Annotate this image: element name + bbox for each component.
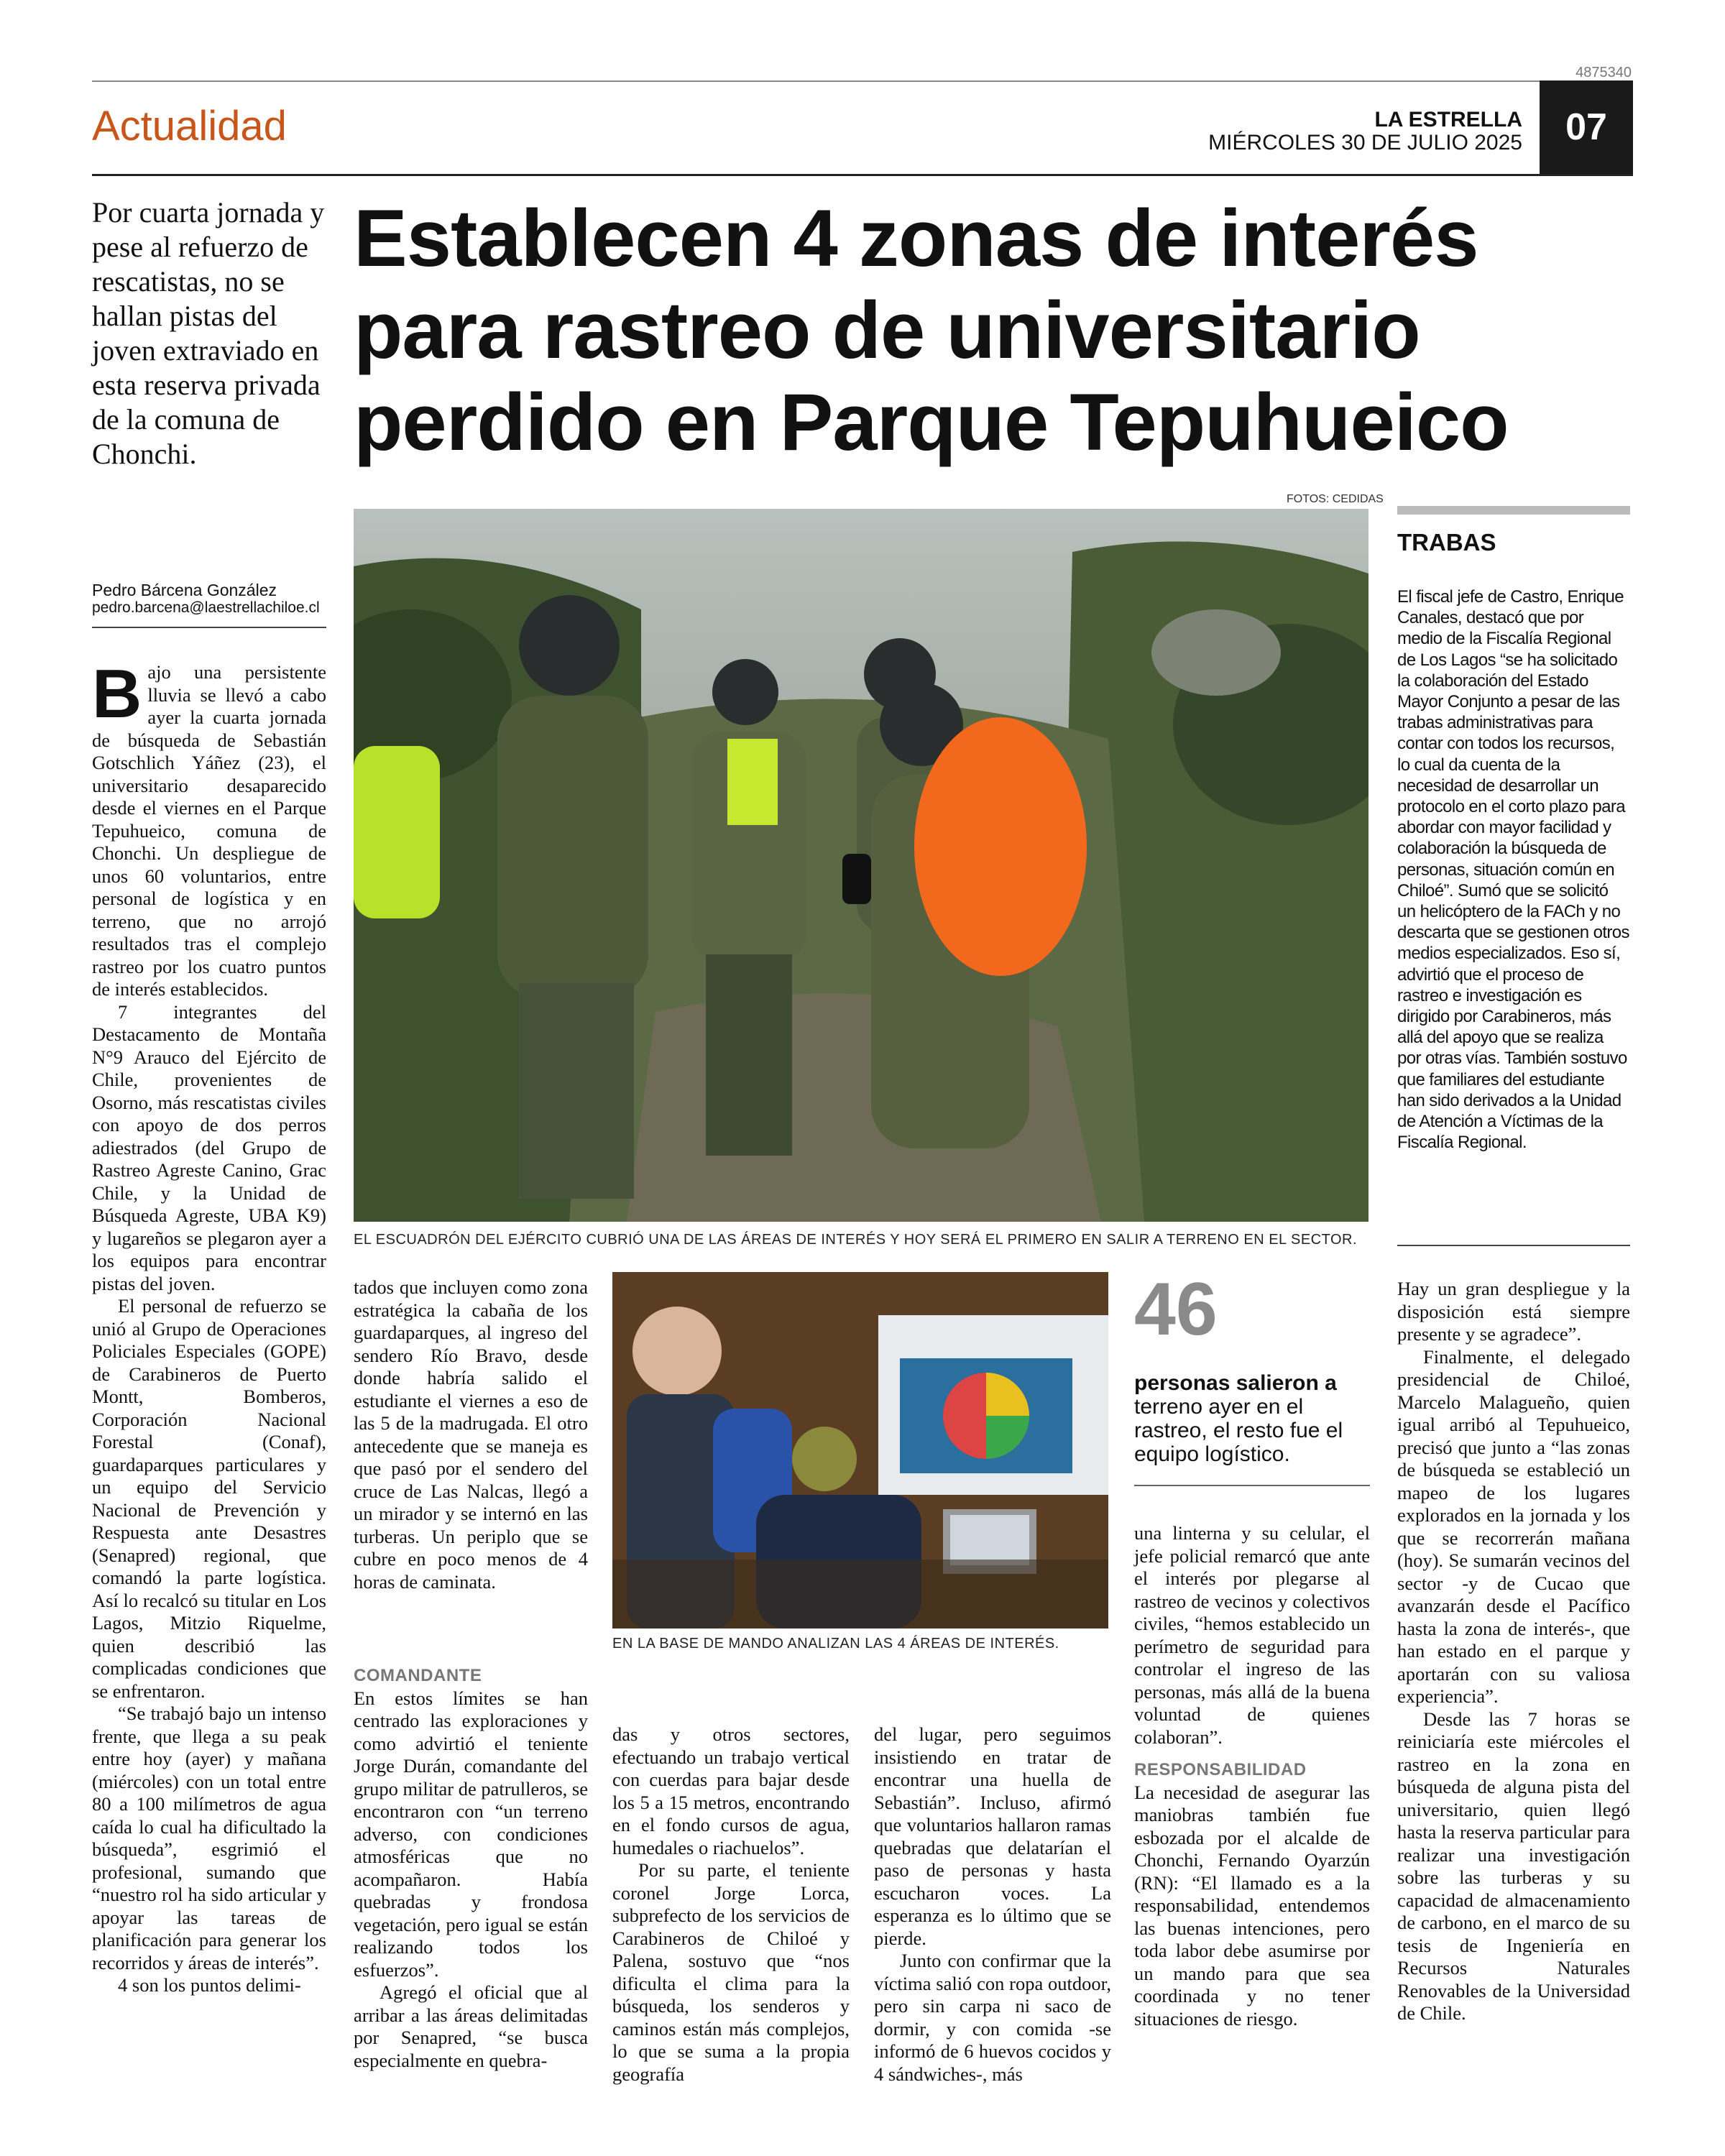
sidebar-bar bbox=[1397, 506, 1630, 515]
sidebar-rule bbox=[1397, 1245, 1630, 1246]
paragraph: En estos límites se han centrado las exploraciones y como advirtió el teniente Jorge Durán, comandante del grupo militar de patrulleros, se encontraron con “un terreno adverso, con condiciones atmosféricas que no acompañaron. Había quebradas y frondosa vegetación, pero igual se están realizando todos los esfuerzos”. bbox=[354, 1687, 589, 1981]
paragraph: “Se trabajó bajo un intenso frente, que llega a su peak entre hoy (ayer) y mañana (miércoles) con un total entre 80 a 100 milímetros de agua caída lo cual ha dificultado la búsqueda”, esgrimió el profesional, sumando que “nuestro rol ha sido articular y apoyar las tareas de planificación para generar los recorridos y áreas de interés”. bbox=[92, 1703, 326, 1973]
article-column-2 bbox=[354, 1664, 588, 2072]
byline-rule bbox=[92, 627, 326, 628]
paragraph: del lugar, pero seguimos insistiendo en tratar de encontrar una huella de Sebastián”. Incluso, afirmó que voluntarios hallaron ramas quebradas que delatarían el paso de personas y hasta escucharon voces. La esperanza es lo último que se pierde. bbox=[874, 1723, 1111, 1949]
paragraph: una linterna y su celular, el jefe policial remarcó que ante el interés por plegarse al rastreo de vecinos y colectivos civiles, “hemos establecido un perímetro de seguridad para controlar el ingreso de las personas, más allá de la buena voluntad de quienes colaboran”. bbox=[1134, 1522, 1370, 1748]
paragraph: 7 integrantes del Destacamento de Montaña N°9 Arauco del Ejército de Chile, provenientes de Osorno, más rescatistas civiles con apoyo de dos perros adiestrados (del Grupo de Rastreo Agreste Canino, Grac Chile, y la Unidad de Búsqueda Agreste, UBA K9) y lugareños se plegaron ayer a los equipos para encontrar pistas del joven. bbox=[92, 1000, 326, 1294]
article-column-2-top bbox=[354, 1276, 588, 1593]
article-column-5 bbox=[1134, 1522, 1370, 2030]
paragraph: Agregó el oficial que al arribar a las áreas delimitadas por Senapred, “se busca especialmente en quebra- bbox=[354, 1981, 588, 2071]
article-column-3 bbox=[612, 1723, 850, 2086]
stat-lead: personas salieron a bbox=[1134, 1371, 1337, 1395]
photo-caption: EL ESCUADRÓN DEL EJÉRCITO CUBRIÓ UNA DE LAS ÁREAS DE INTERÉS Y HOY SERÁ EL PRIMERO EN SALIR A TERRENO EN EL SECTOR. bbox=[354, 1232, 1358, 1248]
paragraph: Junto con confirmar que la víctima salió con ropa outdoor, pero sin carpa ni saco de dormir, y con comida -se informó de 6 huevos cocidos y 4 sándwiches-, más bbox=[874, 1950, 1111, 2085]
issue-date: MIÉRCOLES 30 DE JULIO 2025 bbox=[1208, 131, 1522, 155]
section-label: Actualidad bbox=[92, 103, 287, 149]
paragraph: ajo una persistente lluvia se llevó a cabo ayer la cuarta jornada de búsqueda de Sebastián Gotschlich Yáñez (23), el universitario desaparecido desde el viernes en el Parque Tepuhueico, comuna de Chonchi. Un despliegue de unos 60 voluntarios, entre personal de logística y en terreno, que no arrojó resultados tras el complejo rastreo por los cuatro puntos de interés establecidos. bbox=[92, 661, 326, 1000]
paragraph: das y otros sectores, efectuando un trabajo vertical con cuerdas para bajar desde los 5 a 15 metros, encontrando en el fondo cursos de agua, humedales o riachuelos”. bbox=[612, 1723, 850, 1858]
page-code: 4875340 bbox=[1576, 65, 1632, 80]
sidebar-text: El fiscal jefe de Castro, Enrique Canales, destacó que por medio de la Fiscalía Regional de Los Lagos “se ha solicitado la colaboración del Estado Mayor Conjunto a pesar de las trabas administrativas para contar con todos los recursos, lo cual da cuenta de la necesidad de desarrollar un protocolo en el corto plazo para abordar con mayor facilidad y colaboración la búsqueda de personas, situación común en Chiloé”. Sumó que se solicitó un helicóptero de la FACh y no descarta que se gestionen otros medios especializados. Eso sí, advirtió que el proceso de rastreo e investigación es dirigido por Carabineros, más allá del apoyo que se realiza por otras vías. También sostuvo que familiares del estudiante han sido derivados a la Unidad de Atención a Víctimas de la Fiscalía Regional. bbox=[1397, 587, 1629, 1153]
main-photo bbox=[354, 509, 1368, 1222]
dropcap: B bbox=[92, 655, 142, 732]
stat-text bbox=[1134, 1371, 1379, 1466]
soldiers-in-forest-illustration bbox=[354, 509, 1368, 1222]
stat-rule bbox=[1134, 1485, 1370, 1486]
article-kicker: Por cuarta jornada y pese al refuerzo de rescatistas, no se hallan pistas del joven extraviado en esta reserva privada de la comuna de Chonchi. bbox=[92, 196, 325, 470]
sidebar-title: TRABAS bbox=[1397, 529, 1496, 556]
photo-credit: FOTOS: CEDIDAS bbox=[1287, 493, 1384, 505]
newspaper-name: LA ESTRELLA bbox=[1374, 108, 1522, 132]
article-column-1 bbox=[92, 655, 326, 1997]
paragraph: La necesidad de asegurar las maniobras también fue esbozada por el alcalde de Chonchi, Fernando Oyarzún (RN): “El llamado es a la responsabilidad, entendemos las buenas intenciones, pero toda labor debe asumirse por un mando para que sea coordinada y no tener situaciones de riesgo. bbox=[1134, 1781, 1370, 2030]
page-number: 07 bbox=[1540, 80, 1633, 174]
byline-email[interactable]: pedro.barcena@laestrellachiloe.cl bbox=[92, 599, 320, 616]
article-headline: Establecen 4 zonas de interés para rastreo de universitario perdido en Parque Tepuhueico bbox=[354, 193, 1509, 467]
stat-number: 46 bbox=[1134, 1268, 1218, 1351]
command-base-illustration bbox=[612, 1272, 1108, 1628]
stat-body: terreno ayer en el rastreo, el resto fue el equipo logístico. bbox=[1134, 1395, 1343, 1466]
byline-name: Pedro Bárcena González bbox=[92, 581, 277, 599]
article-column-6 bbox=[1397, 1278, 1630, 2025]
paragraph: Desde las 7 horas se reiniciaría este miércoles el rastreo en la zona en búsqueda de alguna pista del universitario, quien llegó hasta la reserva particular para realizar una investigación sobre las turberas y su capacidad de almacenamiento de carbono, en el marco de su tesis de Ingeniería en Recursos Naturales Renovables de la Universidad de Chile. bbox=[1397, 1708, 1630, 2024]
paragraph: tados que incluyen como zona estratégica la cabaña de los guardaparques, al ingreso del sendero Río Bravo, desde donde habría salido el estudiante el viernes a eso de las 5 de la madrugada. El otro antecedente que se maneja es que pasó por el sendero del cruce de Las Nalcas, llegó a un mirador y se internó en las turberas. Un periplo que se cubre en poco menos de 4 horas de caminata. bbox=[354, 1276, 588, 1593]
paragraph: Hay un gran despliegue y la disposición está siempre presente y se agradece”. bbox=[1397, 1278, 1630, 1345]
paragraph: Por su parte, el teniente coronel Jorge Lorca, subprefecto de los servicios de Carabineros de Chiloé y Palena, sostuvo que “nos dificulta el clima para la búsqueda, los senderos y caminos están más complejos, lo que se suma a la propia geografía bbox=[612, 1859, 850, 2085]
subhead: RESPONSABILIDAD bbox=[1134, 1760, 1307, 1779]
command-base-photo bbox=[612, 1272, 1108, 1628]
article-column-4 bbox=[874, 1723, 1111, 2086]
paragraph: El personal de refuerzo se unió al Grupo de Operaciones Policiales Especiales (GOPE) de Carabineros de Puerto Montt, Bomberos, Corporación Nacional Forestal (Conaf), guardaparques particulares y un equipo del Servicio Nacional de Prevención y Respuesta ante Desastres (Senapred) regional, que comandó la parte logística. Así lo recalcó su titular en Los Lagos, Mitzio Riquelme, quien describió las complicadas condiciones que se enfrentaron. bbox=[92, 1295, 326, 1702]
subhead: COMANDANTE bbox=[354, 1666, 482, 1685]
photo-caption: EN LA BASE DE MANDO ANALIZAN LAS 4 ÁREAS DE INTERÉS. bbox=[612, 1636, 1059, 1651]
paragraph: Finalmente, el delegado presidencial de Chiloé, Marcelo Malagueño, quien igual arribó al Tepuhueico, precisó que junto a “las zonas de búsqueda se estableció un mapeo de los lugares explorados en la jornada y los que se recorrerán mañana (hoy). Se sumarán vecinos del sector -y de Cucao que avanzarán desde el Pacífico hasta la zona de interés-, que han estado en el parque y aportarán con su valiosa experiencia”. bbox=[1397, 1345, 1630, 1707]
top-rule bbox=[92, 80, 1633, 82]
paragraph: 4 son los puntos delimi- bbox=[118, 1974, 301, 1996]
header-rule bbox=[92, 174, 1633, 176]
